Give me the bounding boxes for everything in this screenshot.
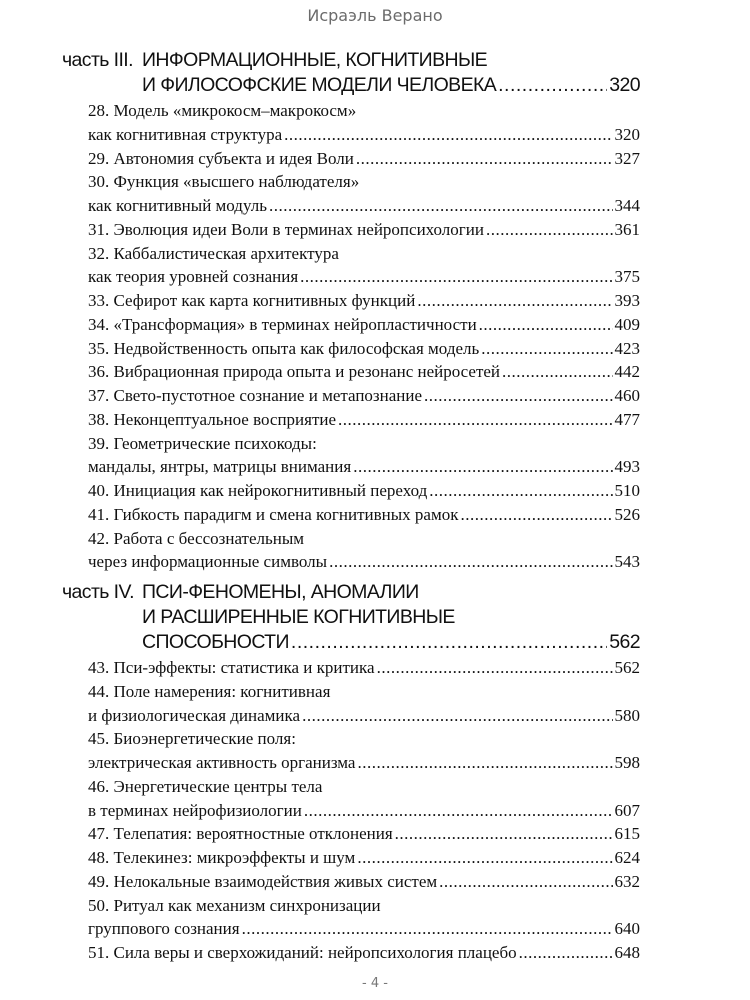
- dot-leader: [429, 479, 612, 503]
- toc-entry-line: [88, 99, 640, 123]
- dot-leader: [424, 384, 612, 408]
- chapter-page-number: 648: [614, 943, 640, 962]
- toc-entry: [88, 527, 640, 575]
- chapter-page-number: 409: [614, 314, 640, 334]
- chapter-title: 50. Ритуал как механизм синхронизации: [88, 895, 381, 915]
- toc-entry: [88, 941, 640, 965]
- chapter-page-number: 393: [614, 291, 640, 310]
- chapter-title: 37. Свето-пустотное сознание и метапознание: [88, 386, 423, 405]
- part-heading-line: [62, 630, 640, 655]
- part-title-line: ПСИ-ФЕНОМЕНЫ, АНОМАЛИИ: [142, 581, 419, 603]
- toc-section: [0, 48, 750, 574]
- page-number: - 4 -: [362, 976, 388, 991]
- toc-entry-line: [88, 527, 640, 551]
- chapter-title: группового сознания: [88, 919, 240, 939]
- chapter-title: электрическая активность организма: [88, 753, 356, 772]
- chapter-title: 33. Сефирот как карта когнитивных функций: [88, 291, 416, 310]
- chapter-page-number: 526: [614, 504, 640, 524]
- chapter-page-number: 375: [614, 267, 640, 287]
- chapter-title: мандалы, янтры, матрицы внимания: [88, 457, 352, 477]
- toc-entry-line: [88, 147, 640, 171]
- chapter-title: 29. Автономия субъекта и идея Воли: [88, 148, 354, 168]
- part-heading-line: [62, 73, 640, 98]
- chapter-title: 36. Вибрационная природа опыта и резонанс нейросетей: [88, 362, 501, 382]
- running-header-author: Исраэль Верано: [307, 6, 443, 25]
- toc-entry: [88, 99, 640, 147]
- chapter-title: 46. Энергетические центры тела: [88, 776, 323, 796]
- chapter-page-number: 632: [614, 871, 640, 891]
- chapter-page-number: 640: [614, 919, 640, 939]
- chapter-title: и физиологическая динамика: [88, 705, 301, 725]
- chapter-list: [88, 656, 640, 965]
- toc-entry: [88, 147, 640, 171]
- part-page-number: 320: [609, 74, 640, 96]
- toc-entry: [88, 170, 640, 218]
- toc-entry: [88, 479, 640, 503]
- toc-entry: [88, 775, 640, 823]
- toc-entry-line: [88, 384, 640, 408]
- part-page-number: 562: [609, 631, 640, 653]
- toc-section: [0, 580, 750, 965]
- toc-entry: [88, 503, 640, 527]
- dot-leader: [439, 870, 612, 894]
- toc-entry: [88, 218, 640, 242]
- toc-entry-line: [88, 822, 640, 846]
- toc-entry-line: [88, 727, 640, 751]
- toc-entry-line: [88, 194, 640, 218]
- toc-entry-line: [88, 751, 640, 775]
- toc-entry-line: [88, 680, 640, 704]
- dot-leader: [498, 73, 607, 98]
- chapter-title: как когнитивный модуль: [88, 196, 267, 215]
- toc-entry: [88, 680, 640, 728]
- chapter-page-number: 493: [614, 457, 640, 477]
- chapter-title: 44. Поле намерения: когнитивная: [88, 681, 331, 701]
- dot-leader: [460, 503, 612, 527]
- chapter-page-number: 327: [614, 148, 640, 168]
- toc-entry-line: [88, 170, 640, 194]
- dot-leader: [479, 313, 613, 337]
- toc-entry-line: [88, 846, 640, 870]
- part-heading: [62, 580, 640, 655]
- chapter-title: 42. Работа с бессознательным: [88, 528, 305, 548]
- dot-leader: [269, 194, 613, 218]
- toc-entry-line: [88, 432, 640, 456]
- chapter-page-number: 562: [614, 658, 640, 677]
- part-title-line: И РАСШИРЕННЫЕ КОГНИТИВНЫЕ: [142, 606, 455, 628]
- part-title-line: СПОСОБНОСТИ: [142, 631, 289, 653]
- toc-entry-line: [88, 337, 640, 361]
- chapter-page-number: 423: [614, 338, 640, 358]
- dot-leader: [417, 289, 612, 313]
- chapter-title: как теория уровней сознания: [88, 267, 299, 287]
- dot-leader: [519, 941, 613, 965]
- toc-entry: [88, 289, 640, 313]
- toc-entry: [88, 822, 640, 846]
- chapter-page-number: 580: [614, 705, 640, 725]
- chapter-title: 30. Функция «высшего наблюдателя»: [88, 172, 360, 192]
- dot-leader: [353, 455, 612, 479]
- toc-entry-line: [88, 123, 640, 147]
- chapter-page-number: 344: [614, 196, 640, 215]
- dot-leader: [329, 550, 612, 574]
- toc-entry-line: [88, 360, 640, 384]
- toc-entry-line: [88, 479, 640, 503]
- part-heading-line: [62, 605, 640, 630]
- chapter-title: 45. Биоэнергетические поля:: [88, 729, 296, 749]
- chapter-title: 38. Неконцептуальное восприятие: [88, 409, 337, 429]
- chapter-page-number: 543: [614, 552, 640, 572]
- dot-leader: [338, 408, 612, 432]
- part-title-line: И ФИЛОСОФСКИЕ МОДЕЛИ ЧЕЛОВЕКА: [142, 74, 497, 96]
- toc-entry-line: [88, 799, 640, 823]
- chapter-title: 48. Телекинез: микроэффекты и шум: [88, 848, 356, 867]
- chapter-title: 49. Нелокальные взаимодействия живых систем: [88, 871, 438, 891]
- dot-leader: [395, 822, 613, 846]
- chapter-page-number: 361: [614, 219, 640, 239]
- toc-entry-line: [88, 408, 640, 432]
- chapter-page-number: 477: [614, 409, 640, 429]
- table-of-contents: [0, 48, 750, 971]
- toc-entry-line: [88, 894, 640, 918]
- chapter-title: 43. Пси-эффекты: статистика и критика: [88, 658, 375, 677]
- toc-entry-line: [88, 550, 640, 574]
- toc-entry-line: [88, 656, 640, 680]
- toc-entry-line: [88, 917, 640, 941]
- dot-leader: [357, 846, 612, 870]
- dot-leader: [486, 218, 613, 242]
- chapter-page-number: 442: [614, 362, 640, 382]
- dot-leader: [502, 360, 612, 384]
- part-heading-line: [62, 48, 640, 73]
- toc-entry-line: [88, 775, 640, 799]
- toc-entry: [88, 846, 640, 870]
- dot-leader: [377, 656, 613, 680]
- chapter-title: в терминах нейрофизиологии: [88, 800, 302, 820]
- toc-entry: [88, 313, 640, 337]
- chapter-title: 40. Инициация как нейрокогнитивный переход: [88, 481, 428, 500]
- toc-entry-line: [88, 265, 640, 289]
- chapter-page-number: 624: [614, 848, 640, 867]
- toc-entry-line: [88, 242, 640, 266]
- toc-entry-line: [88, 289, 640, 313]
- toc-entry: [88, 384, 640, 408]
- chapter-page-number: 598: [614, 753, 640, 772]
- chapter-title: 28. Модель «микрокосм–макрокосм»: [88, 101, 357, 120]
- chapter-page-number: 607: [614, 800, 640, 820]
- part-title-line: ИНФОРМАЦИОННЫЕ, КОГНИТИВНЫЕ: [142, 49, 488, 71]
- dot-leader: [300, 265, 612, 289]
- chapter-title: 35. Недвойственность опыта как философская модель: [88, 338, 480, 358]
- chapter-title: 32. Каббалистическая архитектура: [88, 243, 339, 263]
- toc-entry: [88, 727, 640, 775]
- chapter-title: 34. «Трансформация» в терминах нейропластичности: [88, 314, 477, 334]
- chapter-title: 51. Сила веры и сверхожиданий: нейропсихология плацебо: [88, 943, 517, 962]
- toc-entry: [88, 870, 640, 894]
- chapter-page-number: 510: [614, 481, 640, 500]
- toc-entry: [88, 656, 640, 680]
- toc-entry: [88, 242, 640, 290]
- chapter-title: 39. Геометрические психокоды:: [88, 433, 317, 453]
- dot-leader: [291, 630, 607, 655]
- chapter-title: через информационные символы: [88, 552, 328, 572]
- chapter-page-number: 320: [614, 124, 640, 144]
- chapter-title: как когнитивная структура: [88, 124, 283, 144]
- toc-entry-line: [88, 218, 640, 242]
- toc-entry-line: [88, 941, 640, 965]
- chapter-title: 31. Эволюция идеи Воли в терминах нейропсихологии: [88, 219, 484, 239]
- dot-leader: [302, 704, 612, 728]
- part-label: часть IV.: [62, 581, 134, 603]
- chapter-list: [88, 99, 640, 574]
- dot-leader: [304, 799, 613, 823]
- toc-entry-line: [88, 503, 640, 527]
- part-heading: [62, 48, 640, 98]
- toc-entry: [88, 432, 640, 480]
- toc-entry-line: [88, 704, 640, 728]
- dot-leader: [356, 147, 613, 171]
- dot-leader: [357, 751, 612, 775]
- toc-entry-line: [88, 455, 640, 479]
- dot-leader: [242, 917, 613, 941]
- chapter-title: 47. Телепатия: вероятностные отклонения: [88, 824, 393, 844]
- chapter-page-number: 615: [614, 824, 640, 844]
- part-heading-line: [62, 580, 640, 605]
- toc-entry: [88, 408, 640, 432]
- part-label: часть III.: [62, 49, 133, 71]
- toc-entry: [88, 894, 640, 942]
- toc-entry-line: [88, 870, 640, 894]
- toc-entry-line: [88, 313, 640, 337]
- toc-entry: [88, 360, 640, 384]
- chapter-title: 41. Гибкость парадигм и смена когнитивных рамок: [88, 504, 459, 524]
- toc-entry: [88, 337, 640, 361]
- dot-leader: [481, 337, 612, 361]
- dot-leader: [284, 123, 612, 147]
- chapter-page-number: 460: [614, 386, 640, 405]
